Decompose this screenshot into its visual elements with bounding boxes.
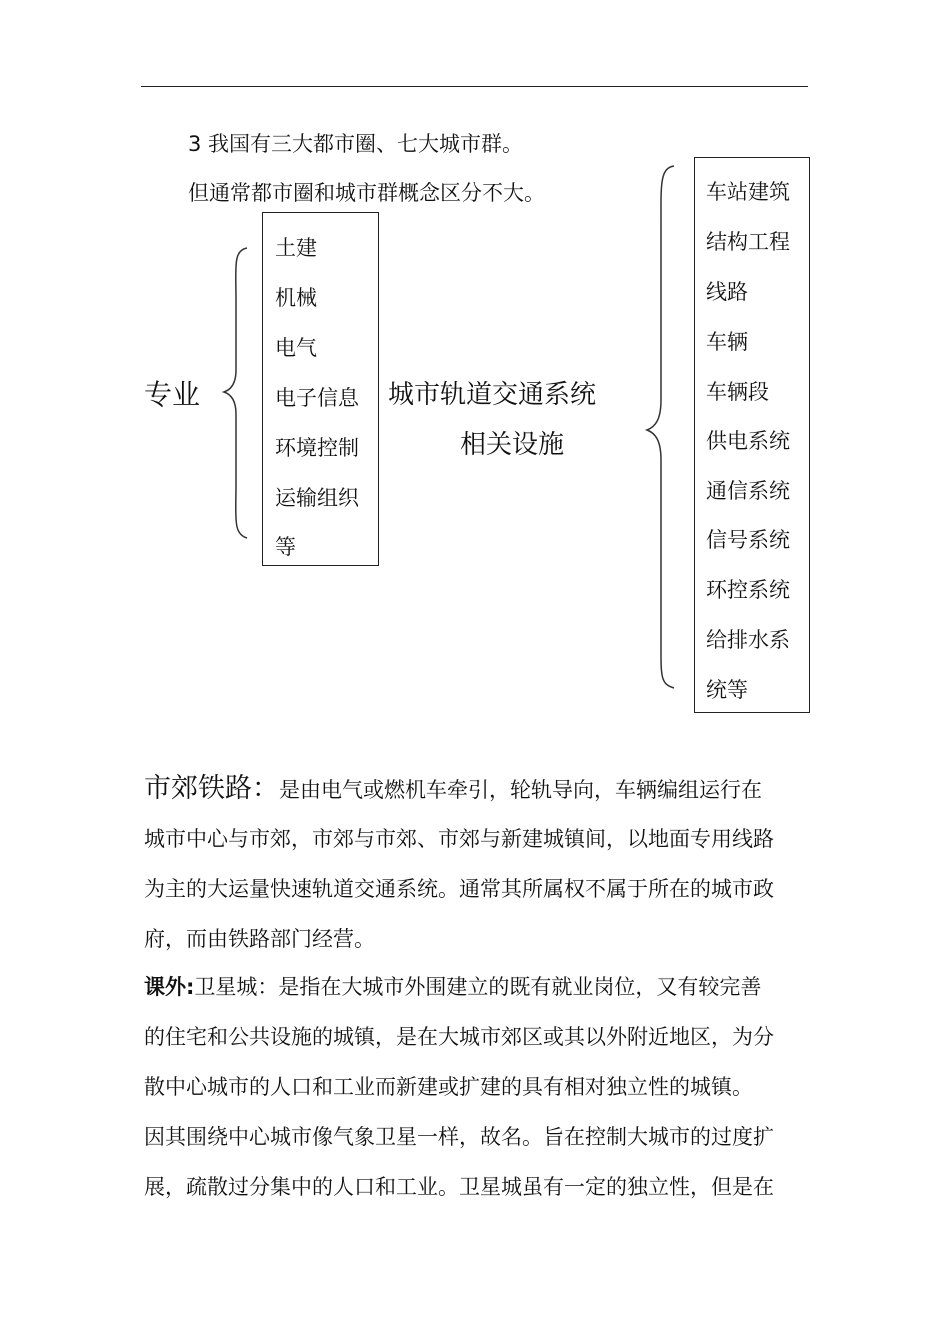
facility-item: 供电系统	[706, 429, 790, 453]
major-item: 环境控制	[275, 436, 359, 460]
satellite-city-paragraph	[144, 962, 814, 1212]
facility-item: 结构工程	[706, 230, 790, 254]
major-item: 等	[275, 535, 296, 559]
paragraph-line: 的住宅和公共设施的城镇，是在大城市郊区或其以外附近地区，为分	[144, 1025, 774, 1049]
major-item: 电子信息	[275, 386, 359, 410]
facility-item: 环控系统	[706, 578, 790, 602]
facility-item: 信号系统	[706, 528, 790, 552]
facility-item: 线路	[706, 280, 748, 304]
facility-item: 车站建筑	[706, 180, 790, 204]
center-title-line-2: 相关设施	[460, 430, 565, 460]
paragraph-line	[144, 962, 814, 1012]
paragraph-line: 展，疏散过分集中的人口和工业。卫星城虽有一定的独立性，但是在	[144, 1175, 774, 1199]
suburban-term: 市郊铁路：	[144, 773, 279, 804]
paragraph-text: 卫星城：是指在大城市外围建立的既有就业岗位，又有较完善	[194, 975, 762, 999]
major-item: 土建	[275, 236, 317, 260]
paragraph-line: 散中心城市的人口和工业而新建或扩建的具有相对独立性的城镇。	[144, 1075, 753, 1099]
paragraph-text: 是由电气或燃机车牵引，轮轨导向，车辆编组运行在	[279, 778, 762, 802]
major-label: 专业	[144, 378, 201, 411]
center-title-line-1: 城市轨道交通系统	[388, 380, 597, 410]
paragraph-line: 因其围绕中心城市像气象卫星一样，故名。旨在控制大城市的过度扩	[144, 1125, 774, 1149]
paragraph-line: 为主的大运量快速轨道交通系统。通常其所属权不属于所在的城市政	[144, 877, 774, 901]
facility-item: 车辆段	[706, 380, 769, 404]
facility-item: 给排水系	[706, 628, 790, 652]
major-item: 电气	[275, 336, 317, 360]
paragraph-line: 府，而由铁路部门经营。	[144, 927, 375, 951]
facility-item: 通信系统	[706, 479, 790, 503]
intro-line-2: 但通常都市圈和城市群概念区分不大。	[188, 181, 545, 205]
suburban-railway-paragraph	[144, 764, 814, 964]
facility-item: 统等	[706, 678, 748, 702]
facility-item: 车辆	[706, 330, 748, 354]
extra-label: 课外:	[144, 975, 195, 999]
major-item: 机械	[275, 286, 317, 310]
major-item: 运输组织	[275, 486, 359, 510]
paragraph-line	[144, 764, 814, 814]
paragraph-line: 城市中心与市郊，市郊与市郊、市郊与新建城镇间，以地面专用线路	[144, 827, 774, 851]
intro-line-1: 3 我国有三大都市圈、七大城市群。	[188, 132, 524, 156]
